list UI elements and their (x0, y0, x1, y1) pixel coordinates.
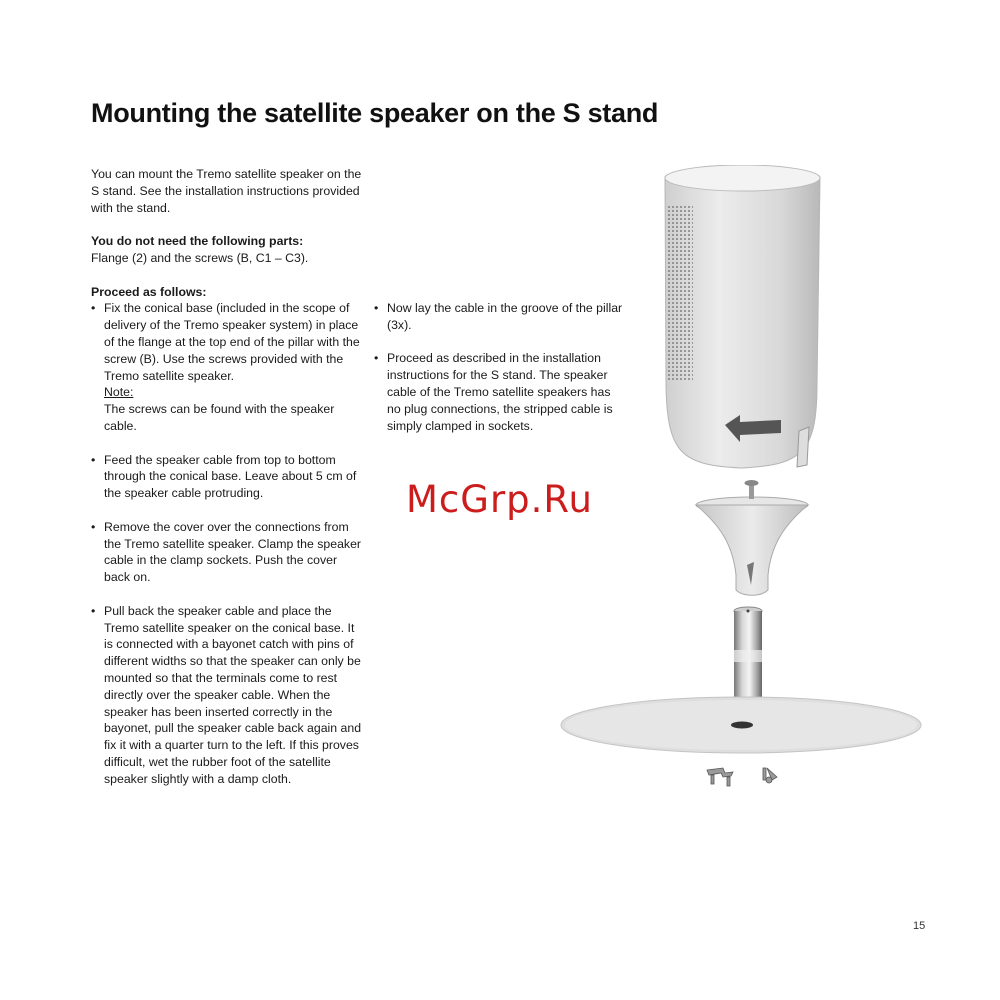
step-text: Now lay the cable in the groove of the pillar (3x). (387, 301, 623, 332)
step-item (91, 519, 363, 586)
step-item (91, 603, 363, 788)
stand-assembly-illustration (555, 165, 925, 795)
base-plate-illustration (561, 697, 921, 753)
page-number: 15 (913, 920, 926, 932)
parts-heading: You do not need the following parts: (91, 234, 304, 249)
screws-illustration (707, 768, 777, 786)
step-item (91, 452, 363, 502)
steps-list-left (91, 300, 363, 787)
step-text: Feed the speaker cable from top to bottom through the conical base. Leave about 5 cm of the speaker cable protruding. (104, 452, 357, 501)
step-text: Remove the cover over the connections from the Tremo satellite speaker. Clamp the speaker cable in the clamp sockets. Push the cover back on. (104, 519, 361, 585)
intro-paragraph: You can mount the Tremo satellite speaker on the S stand. See the installation instructions provided with the stand. (91, 167, 362, 215)
page-title: Mounting the satellite speaker on the S stand (91, 98, 659, 128)
proceed-heading: Proceed as follows: (91, 284, 207, 299)
speaker-illustration (665, 165, 820, 468)
step-text: Fix the conical base (included in the scope of delivery of the Tremo speaker system) in place of the flange at the top end of the pillar with the screw (B). Use the screws provided with the Tremo satellite speaker. (104, 301, 360, 383)
pillar-illustration (734, 607, 762, 707)
step-item (91, 300, 363, 434)
conical-base-illustration (696, 480, 808, 595)
step-text: Proceed as described in the installation instructions for the S stand. The speaker cable of the Tremo satellite speakers has no plug connections, the stripped cable is simply clamped in sockets. (387, 351, 613, 433)
left-column (91, 166, 363, 787)
parts-text: Flange (2) and the screws (B, C1 – C3). (91, 250, 309, 265)
step-text: Pull back the speaker cable and place the Tremo satellite speaker on the conical base. It is connected with a bayonet catch with pins of different widths so that the speaker can only be mounted so that the terminals come to rest directly over the speaker cable. When the speaker has been inserted correctly in the bayonet, pull the speaker cable back again and fix it with a quarter turn to the left. If this proves difficult, wet the rubber foot of the satellite speaker slightly with a damp cloth. (104, 603, 362, 786)
watermark-text: McGrp.Ru (406, 478, 593, 521)
note-label: Note: (104, 385, 134, 400)
note-text: The screws can be found with the speaker cable. (104, 402, 335, 433)
